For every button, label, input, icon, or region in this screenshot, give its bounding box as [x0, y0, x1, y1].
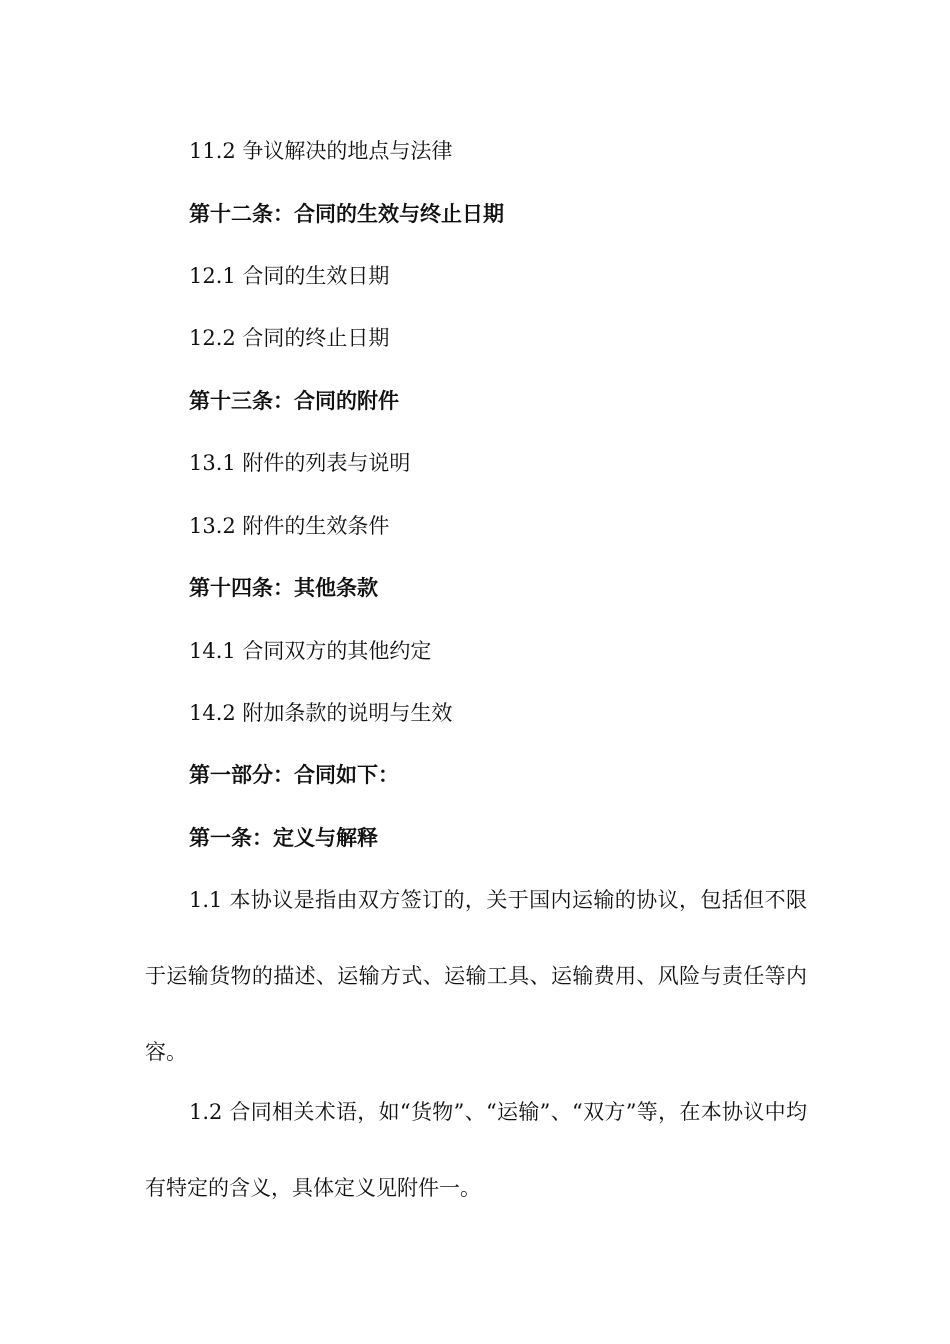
clause-13-1: 13.1 附件的列表与说明	[189, 451, 411, 475]
clause-12-1: 12.1 合同的生效日期	[189, 264, 390, 288]
article-14-heading: 第十四条：其他条款	[189, 575, 378, 600]
clause-13-2: 13.2 附件的生效条件	[189, 514, 390, 538]
article-1-heading: 第一条：定义与解释	[189, 825, 378, 850]
part-one-heading: 第一部分：合同如下：	[189, 762, 399, 787]
clause-14-1: 14.1 合同双方的其他约定	[189, 639, 432, 663]
paragraph-1-2: 1.2 合同相关术语，如“货物”、“运输”、“双方”等，在本协议中均有特定的含义，具体定义见附件一。	[145, 1100, 807, 1200]
clause-11-2: 11.2 争议解决的地点与法律	[189, 139, 453, 163]
article-12-heading: 第十二条：合同的生效与终止日期	[189, 201, 504, 226]
clause-14-2: 14.2 附加条款的说明与生效	[189, 701, 453, 725]
paragraph-1-1: 1.1 本协议是指由双方签订的，关于国内运输的协议，包括但不限于运输货物的描述、运输方式、运输工具、运输费用、风险与责任等内容。	[145, 888, 807, 1064]
article-13-heading: 第十三条：合同的附件	[189, 388, 399, 413]
clause-12-2: 12.2 合同的终止日期	[189, 326, 390, 350]
